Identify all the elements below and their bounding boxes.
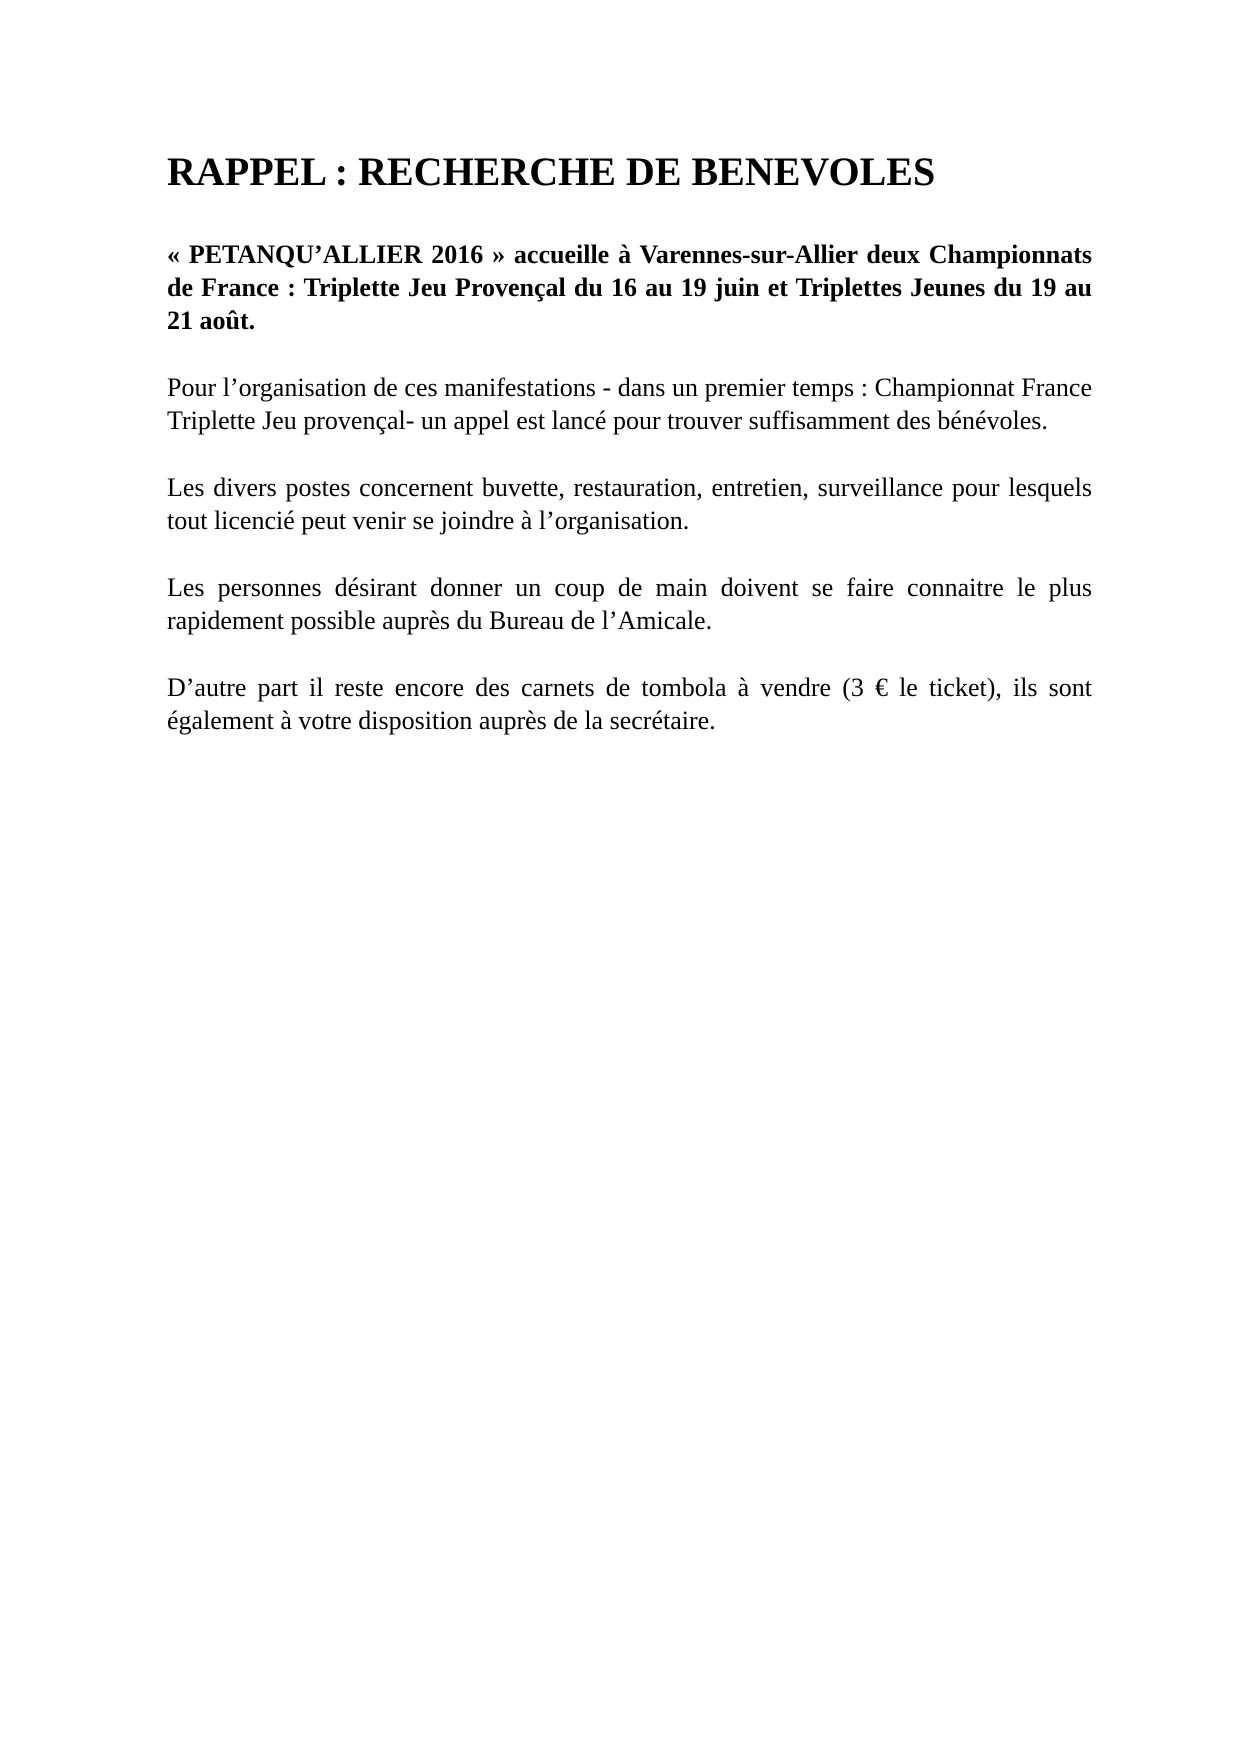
intro-paragraph: « PETANQU’ALLIER 2016 » accueille à Varennes-sur-Allier deux Championnats de France : Triplette Jeu Provençal du 16 au 19 juin et Triplettes Jeunes du 19 au 21 août. (167, 240, 1092, 335)
contact-paragraph: Les personnes désirant donner un coup de main doivent se faire connaitre le plus rapidement possible auprès du Bureau de l’Amicale. (167, 573, 1092, 635)
postes-paragraph: Les divers postes concernent buvette, restauration, entretien, surveillance pour lesquels tout licencié peut venir se joindre à l’organisation. (167, 473, 1092, 535)
document-title: RAPPEL : RECHERCHE DE BENEVOLES (167, 149, 936, 194)
organisation-paragraph: Pour l’organisation de ces manifestations - dans un premier temps : Championnat France Triplette Jeu provençal- un appel est lancé pour trouver suffisamment des bénévoles. (167, 373, 1092, 435)
tombola-paragraph: D’autre part il reste encore des carnets de tombola à vendre (3 € le ticket), ils sont également à votre disposition auprès de la secrétaire. (167, 673, 1092, 735)
document-body (167, 148, 1092, 771)
